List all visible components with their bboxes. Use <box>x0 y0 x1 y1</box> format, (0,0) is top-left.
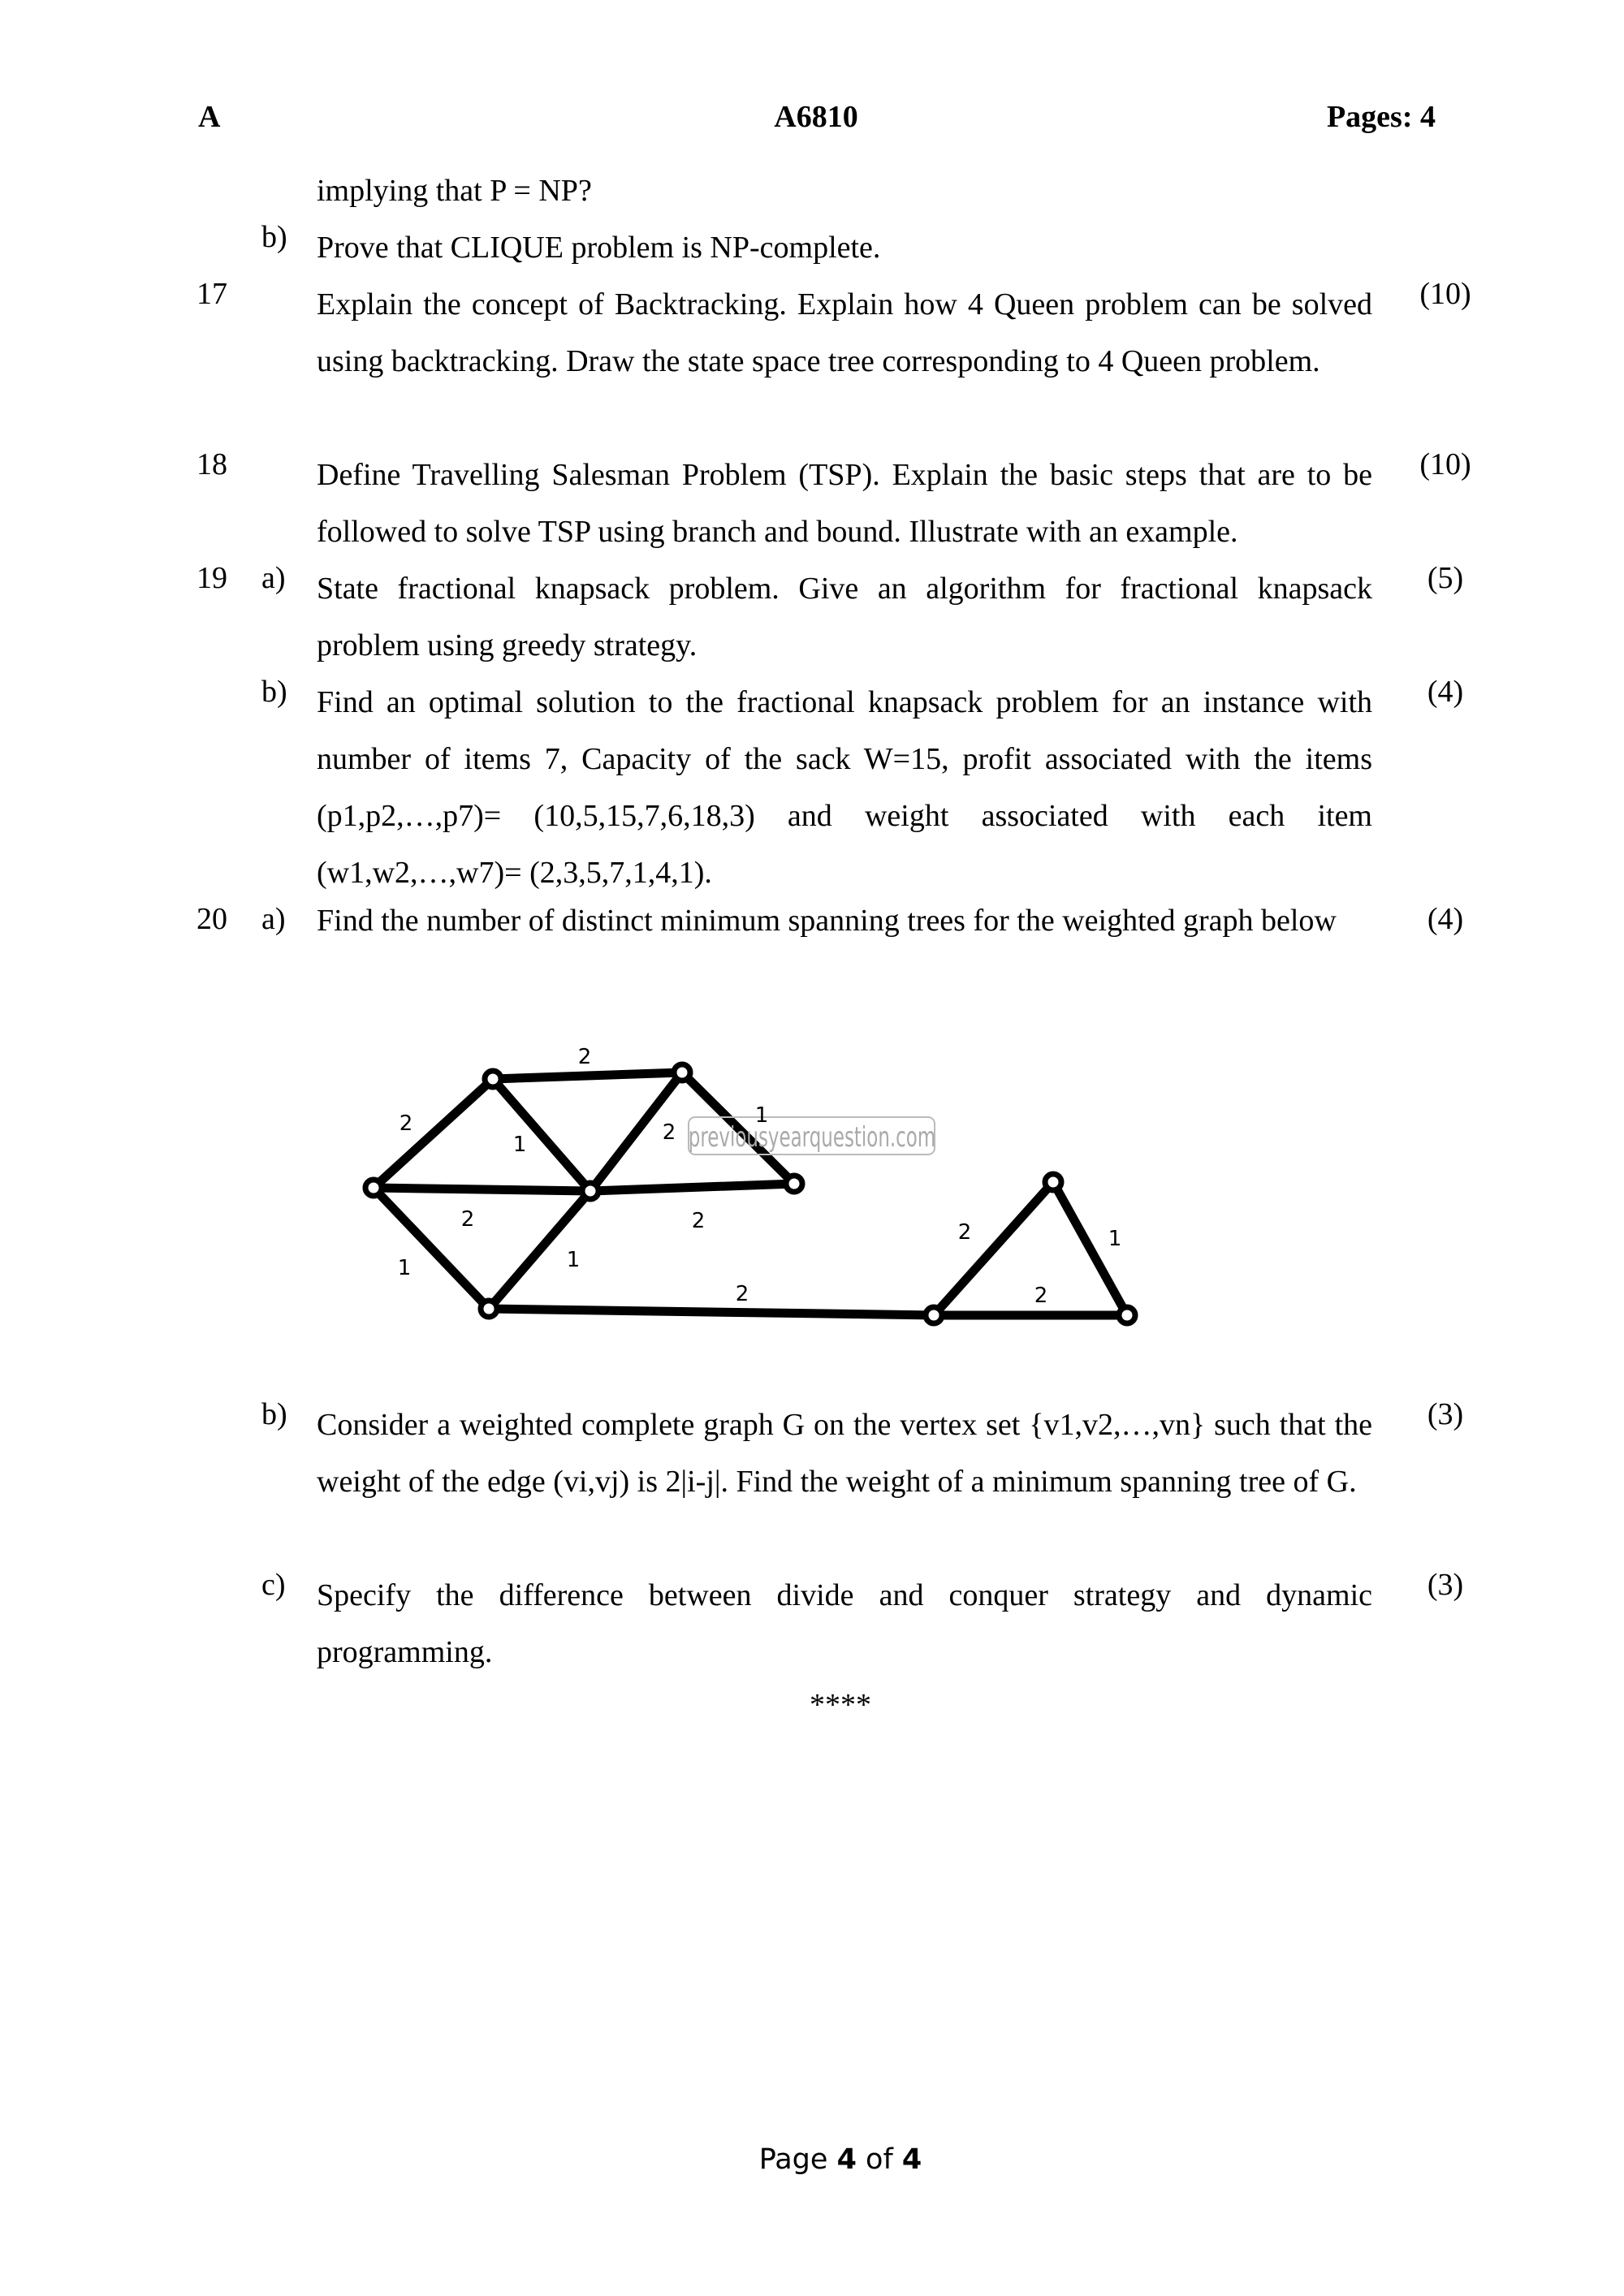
edge-weight-label: 2 <box>399 1111 413 1136</box>
edge-weight-label: 1 <box>754 1103 769 1128</box>
graph-vertex <box>1119 1307 1135 1323</box>
graph-vertex <box>485 1071 501 1087</box>
edge-weight-label: 2 <box>662 1120 676 1145</box>
header-pages: Pages: 4 <box>1326 100 1436 134</box>
footer-total-pages: 4 <box>901 2143 922 2176</box>
graph-edge <box>493 1079 590 1191</box>
end-of-paper-marker: **** <box>810 1688 871 1722</box>
watermark-text: previousyearquestion.com <box>688 1120 936 1154</box>
weighted-graph-figure <box>349 1031 1145 1340</box>
graph-vertex <box>786 1176 802 1192</box>
page-footer <box>0 2143 1624 2176</box>
edge-weight-label: 2 <box>691 1209 706 1233</box>
graph-edge <box>590 1184 794 1191</box>
graph-vertex <box>674 1064 690 1081</box>
graph-edge <box>489 1309 934 1315</box>
graph-vertex <box>1045 1174 1061 1190</box>
header-series: A <box>198 100 221 134</box>
footer-prefix: Page <box>758 2143 837 2176</box>
edge-weight-label: 1 <box>566 1248 581 1272</box>
header-code: A6810 <box>774 100 858 134</box>
edge-weight-label: 2 <box>1034 1284 1048 1308</box>
edge-weight-label: 2 <box>577 1045 592 1069</box>
graph-vertex <box>926 1307 942 1323</box>
edge-weight-label: 1 <box>1108 1227 1122 1251</box>
graph-edge <box>374 1079 493 1188</box>
footer-middle: of <box>856 2143 902 2176</box>
graph-vertex <box>365 1180 382 1196</box>
edge-weight-label: 1 <box>397 1256 412 1280</box>
graph-edge <box>374 1188 590 1191</box>
graph-edge <box>493 1072 682 1079</box>
graph-vertex <box>582 1183 598 1199</box>
footer-current-page: 4 <box>836 2143 857 2176</box>
edge-weight-label: 2 <box>957 1220 972 1245</box>
watermark <box>689 1117 935 1154</box>
edge-weight-label: 2 <box>460 1207 475 1232</box>
edge-weight-label: 2 <box>735 1282 749 1306</box>
graph-vertex <box>481 1301 497 1317</box>
graph-edge <box>374 1188 489 1309</box>
edge-weight-label: 1 <box>512 1133 527 1157</box>
